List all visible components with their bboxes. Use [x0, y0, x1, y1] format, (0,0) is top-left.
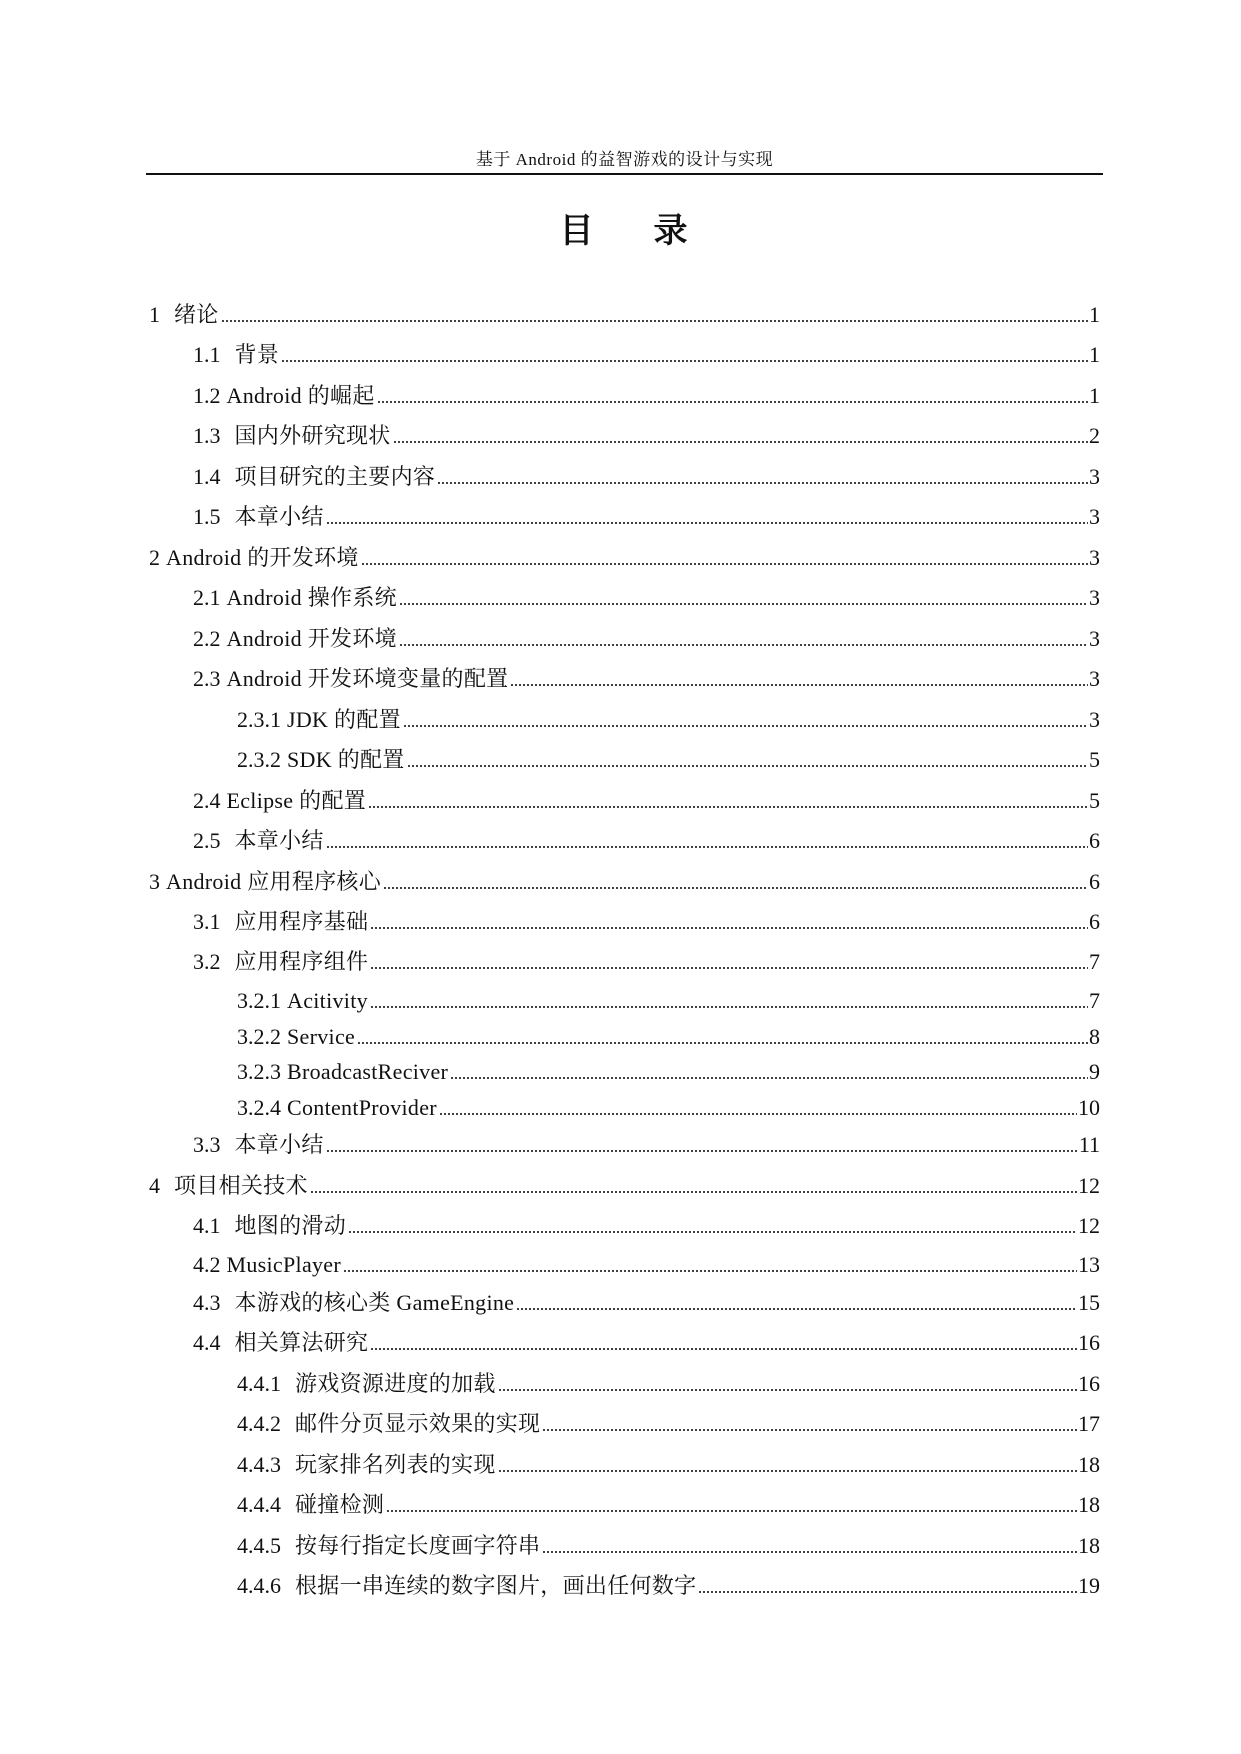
toc-entry-label: 邮件分页显示效果的实现 — [295, 1411, 541, 1436]
toc-entry-label: 国内外研究现状 — [234, 423, 391, 448]
toc-dot-leader — [386, 1503, 1077, 1513]
toc-entry-number: 2.4 — [193, 788, 221, 813]
toc-entry-label: 绪论 — [174, 302, 219, 327]
toc-dot-leader — [326, 839, 1088, 849]
toc-entry-label: 背景 — [234, 342, 280, 367]
toc-entry-page: 3 — [1089, 464, 1100, 489]
toc-entry[interactable] — [193, 1129, 1100, 1159]
toc-dot-leader — [326, 1143, 1078, 1153]
toc-entry[interactable] — [237, 1570, 1100, 1600]
toc-dot-leader — [403, 718, 1088, 728]
toc-entry[interactable] — [193, 663, 1100, 693]
toc-entry-page: 6 — [1089, 909, 1100, 934]
toc-entry[interactable] — [193, 582, 1100, 612]
toc-dot-leader — [516, 1301, 1077, 1311]
toc-dot-leader — [361, 556, 1088, 566]
toc-dot-leader — [510, 677, 1088, 687]
toc-entry[interactable] — [193, 785, 1100, 815]
toc-entry[interactable] — [149, 299, 1100, 329]
toc-entry-label: 本游戏的核心类 GameEngine — [234, 1290, 515, 1315]
toc-entry[interactable] — [193, 1327, 1100, 1357]
toc-entry-label: Eclipse 的配置 — [226, 788, 367, 813]
toc-entry-page: 3 — [1089, 707, 1100, 732]
toc-entry-number: 1.4 — [193, 464, 221, 489]
toc-entry-number: 4.4.6 — [237, 1573, 281, 1598]
toc-dot-leader — [326, 515, 1088, 525]
toc-dot-leader — [450, 1070, 1088, 1080]
toc-entry-page: 3 — [1089, 504, 1100, 529]
toc-entry-page: 12 — [1078, 1213, 1100, 1238]
toc-entry-label: 本章小结 — [234, 1132, 324, 1157]
toc-entry-label: Android 的开发环境 — [166, 545, 359, 570]
toc-entry-number: 2.5 — [193, 828, 221, 853]
toc-dot-leader — [221, 313, 1088, 323]
toc-entry-number: 3.2.1 — [237, 988, 281, 1013]
toc-entry[interactable] — [193, 1210, 1100, 1240]
toc-entry-page: 17 — [1078, 1411, 1100, 1436]
toc-entry-label: 相关算法研究 — [234, 1330, 369, 1355]
toc-entry[interactable] — [149, 1170, 1100, 1200]
toc-entry-number: 4.4.1 — [237, 1371, 281, 1396]
toc-entry-page: 8 — [1089, 1024, 1100, 1049]
toc-entry-page: 9 — [1089, 1059, 1100, 1084]
toc-entry-page: 3 — [1089, 626, 1100, 651]
toc-dot-leader — [377, 394, 1088, 404]
toc-entry[interactable] — [237, 1368, 1100, 1398]
toc-entry-number: 1 — [149, 302, 160, 327]
toc-entry-label: 项目研究的主要内容 — [234, 464, 436, 489]
toc-entry-number: 1.1 — [193, 342, 221, 367]
toc-entry-label: 本章小结 — [234, 828, 324, 853]
toc-title-char-1: 目 — [559, 211, 596, 251]
toc-entry-label: 玩家排名列表的实现 — [295, 1452, 496, 1477]
toc-entry-number: 3.3 — [193, 1132, 221, 1157]
toc-entry-page: 19 — [1078, 1573, 1100, 1598]
toc-entry-label: 按每行指定长度画字符串 — [295, 1533, 541, 1558]
toc-entry-page: 6 — [1089, 869, 1100, 894]
toc-entry-number: 4.4 — [193, 1330, 221, 1355]
toc-dot-leader — [310, 1184, 1077, 1194]
toc-entry-page: 6 — [1089, 828, 1100, 853]
toc-entry[interactable] — [237, 1092, 1100, 1122]
toc-entry-label: Android 操作系统 — [226, 585, 397, 610]
toc-entry-page: 1 — [1089, 342, 1100, 367]
toc-entry[interactable] — [193, 623, 1100, 653]
toc-entry-page: 1 — [1089, 383, 1100, 408]
toc-dot-leader — [281, 353, 1088, 363]
toc-entry-number: 4 — [149, 1173, 160, 1198]
toc-dot-leader — [357, 1035, 1088, 1045]
toc-entry-number: 4.3 — [193, 1290, 221, 1315]
toc-entry-page: 15 — [1078, 1290, 1100, 1315]
toc-entry-label: Android 的崛起 — [226, 383, 375, 408]
toc-entry[interactable] — [149, 542, 1100, 572]
toc-entry-label: Android 开发环境变量的配置 — [226, 666, 509, 691]
toc-entry-label: Service — [287, 1024, 356, 1049]
toc-dot-leader — [383, 880, 1088, 890]
toc-entry-page: 18 — [1078, 1533, 1100, 1558]
toc-dot-leader — [498, 1382, 1077, 1392]
toc-entry-number: 3.2.3 — [237, 1059, 281, 1084]
toc-dot-leader — [370, 920, 1088, 930]
toc-entry-label: JDK 的配置 — [287, 707, 401, 732]
toc-entry-label: Android 应用程序核心 — [166, 869, 382, 894]
toc-entry-number: 3.2 — [193, 949, 221, 974]
toc-entry-label: SDK 的配置 — [287, 747, 405, 772]
toc-entry-label: BroadcastReciver — [287, 1059, 449, 1084]
toc-entry[interactable] — [193, 825, 1100, 855]
toc-entry[interactable] — [193, 420, 1100, 450]
toc-entry-page: 12 — [1078, 1173, 1100, 1198]
toc-entry[interactable] — [237, 704, 1100, 734]
running-header: 基于 Android 的益智游戏的设计与实现 — [475, 150, 774, 169]
toc-dot-leader — [698, 1584, 1077, 1594]
toc-entry-label: 碰撞检测 — [295, 1492, 385, 1517]
toc-entry-page: 18 — [1078, 1452, 1100, 1477]
toc-entry-label: 根据一串连续的数字图片，画出任何数字 — [295, 1573, 697, 1598]
toc-entry-number: 2 — [149, 545, 160, 570]
toc-entry-number: 4.4.3 — [237, 1452, 281, 1477]
toc-dot-leader — [542, 1422, 1077, 1432]
toc-entry-page: 7 — [1089, 988, 1100, 1013]
toc-entry-label: 项目相关技术 — [174, 1173, 308, 1198]
toc-entry[interactable] — [237, 1489, 1100, 1519]
toc-entry-page: 18 — [1078, 1492, 1100, 1517]
toc-dot-leader — [542, 1544, 1077, 1554]
toc-entry-page: 5 — [1089, 747, 1100, 772]
toc-entry-label: Acitivity — [287, 988, 368, 1013]
toc-entry-number: 3.1 — [193, 909, 221, 934]
toc-entry[interactable] — [193, 946, 1100, 976]
toc-entry-page: 3 — [1089, 666, 1100, 691]
toc-entry-number: 1.5 — [193, 504, 221, 529]
toc-entry-page: 3 — [1089, 545, 1100, 570]
toc-entry[interactable] — [237, 1530, 1100, 1560]
toc-entry-page: 11 — [1078, 1132, 1100, 1157]
toc-entry[interactable] — [237, 744, 1100, 774]
toc-dot-leader — [407, 758, 1088, 768]
toc-dot-leader — [393, 434, 1088, 444]
toc-entry-label: 应用程序基础 — [234, 909, 369, 934]
toc-entry[interactable] — [193, 501, 1100, 531]
toc-entry-page: 2 — [1089, 423, 1100, 448]
toc-entry-label: 地图的滑动 — [234, 1213, 347, 1238]
toc-title-char-2: 录 — [653, 211, 690, 251]
toc-entry[interactable] — [237, 1449, 1100, 1479]
toc-entry-number: 3.2.2 — [237, 1024, 281, 1049]
toc-entry-number: 4.1 — [193, 1213, 221, 1238]
toc-dot-leader — [437, 475, 1088, 485]
toc-dot-leader — [348, 1224, 1077, 1234]
toc-entry-number: 2.3.2 — [237, 747, 281, 772]
toc-entry-page: 10 — [1078, 1095, 1100, 1120]
toc-dot-leader — [498, 1463, 1077, 1473]
toc-entry[interactable] — [237, 985, 1100, 1015]
toc-entry-page: 3 — [1089, 585, 1100, 610]
toc-entry-number: 4.4.2 — [237, 1411, 281, 1436]
toc-entry[interactable] — [193, 906, 1100, 936]
toc-dot-leader — [370, 960, 1088, 970]
toc-entry-page: 13 — [1078, 1252, 1100, 1277]
toc-entry[interactable] — [193, 461, 1100, 491]
toc-entry-label: ContentProvider — [287, 1095, 437, 1120]
toc-dot-leader — [368, 799, 1088, 809]
toc-entry-page: 7 — [1089, 949, 1100, 974]
toc-entry[interactable] — [193, 1249, 1100, 1279]
toc-dot-leader — [439, 1106, 1077, 1116]
toc-entry-page: 1 — [1089, 302, 1100, 327]
toc-entry[interactable] — [149, 866, 1100, 896]
toc-dot-leader — [343, 1263, 1077, 1273]
toc-entry-number: 3 — [149, 869, 160, 894]
toc-entry[interactable] — [193, 339, 1100, 369]
toc-dot-leader — [399, 596, 1088, 606]
toc-dot-leader — [399, 637, 1088, 647]
toc-entry-number: 2.3.1 — [237, 707, 281, 732]
toc-entry-page: 16 — [1078, 1371, 1100, 1396]
toc-entry-number: 4.4.5 — [237, 1533, 281, 1558]
toc-dot-leader — [370, 999, 1088, 1009]
toc-entry-label: 应用程序组件 — [234, 949, 369, 974]
toc-entry-number: 1.3 — [193, 423, 221, 448]
toc-entry[interactable] — [193, 380, 1100, 410]
toc-entry-number: 4.2 — [193, 1252, 221, 1277]
toc-entry-number: 2.2 — [193, 626, 221, 651]
toc-entry-number: 1.2 — [193, 383, 221, 408]
toc-entry-number: 3.2.4 — [237, 1095, 281, 1120]
toc-entry[interactable] — [237, 1408, 1100, 1438]
toc-entry-label: Android 开发环境 — [226, 626, 397, 651]
toc-entry[interactable] — [193, 1287, 1100, 1317]
toc-dot-leader — [370, 1341, 1077, 1351]
toc-entry-page: 5 — [1089, 788, 1100, 813]
toc-entry-page: 16 — [1078, 1330, 1100, 1355]
toc-entry-label: 游戏资源进度的加载 — [295, 1371, 496, 1396]
toc-entry-label: MusicPlayer — [226, 1252, 342, 1277]
toc-entry-number: 4.4.4 — [237, 1492, 281, 1517]
toc-entry-number: 2.1 — [193, 585, 221, 610]
toc-entry[interactable] — [237, 1021, 1100, 1051]
toc-entry-label: 本章小结 — [234, 504, 324, 529]
toc-entry-number: 2.3 — [193, 666, 221, 691]
toc-entry[interactable] — [237, 1056, 1100, 1086]
